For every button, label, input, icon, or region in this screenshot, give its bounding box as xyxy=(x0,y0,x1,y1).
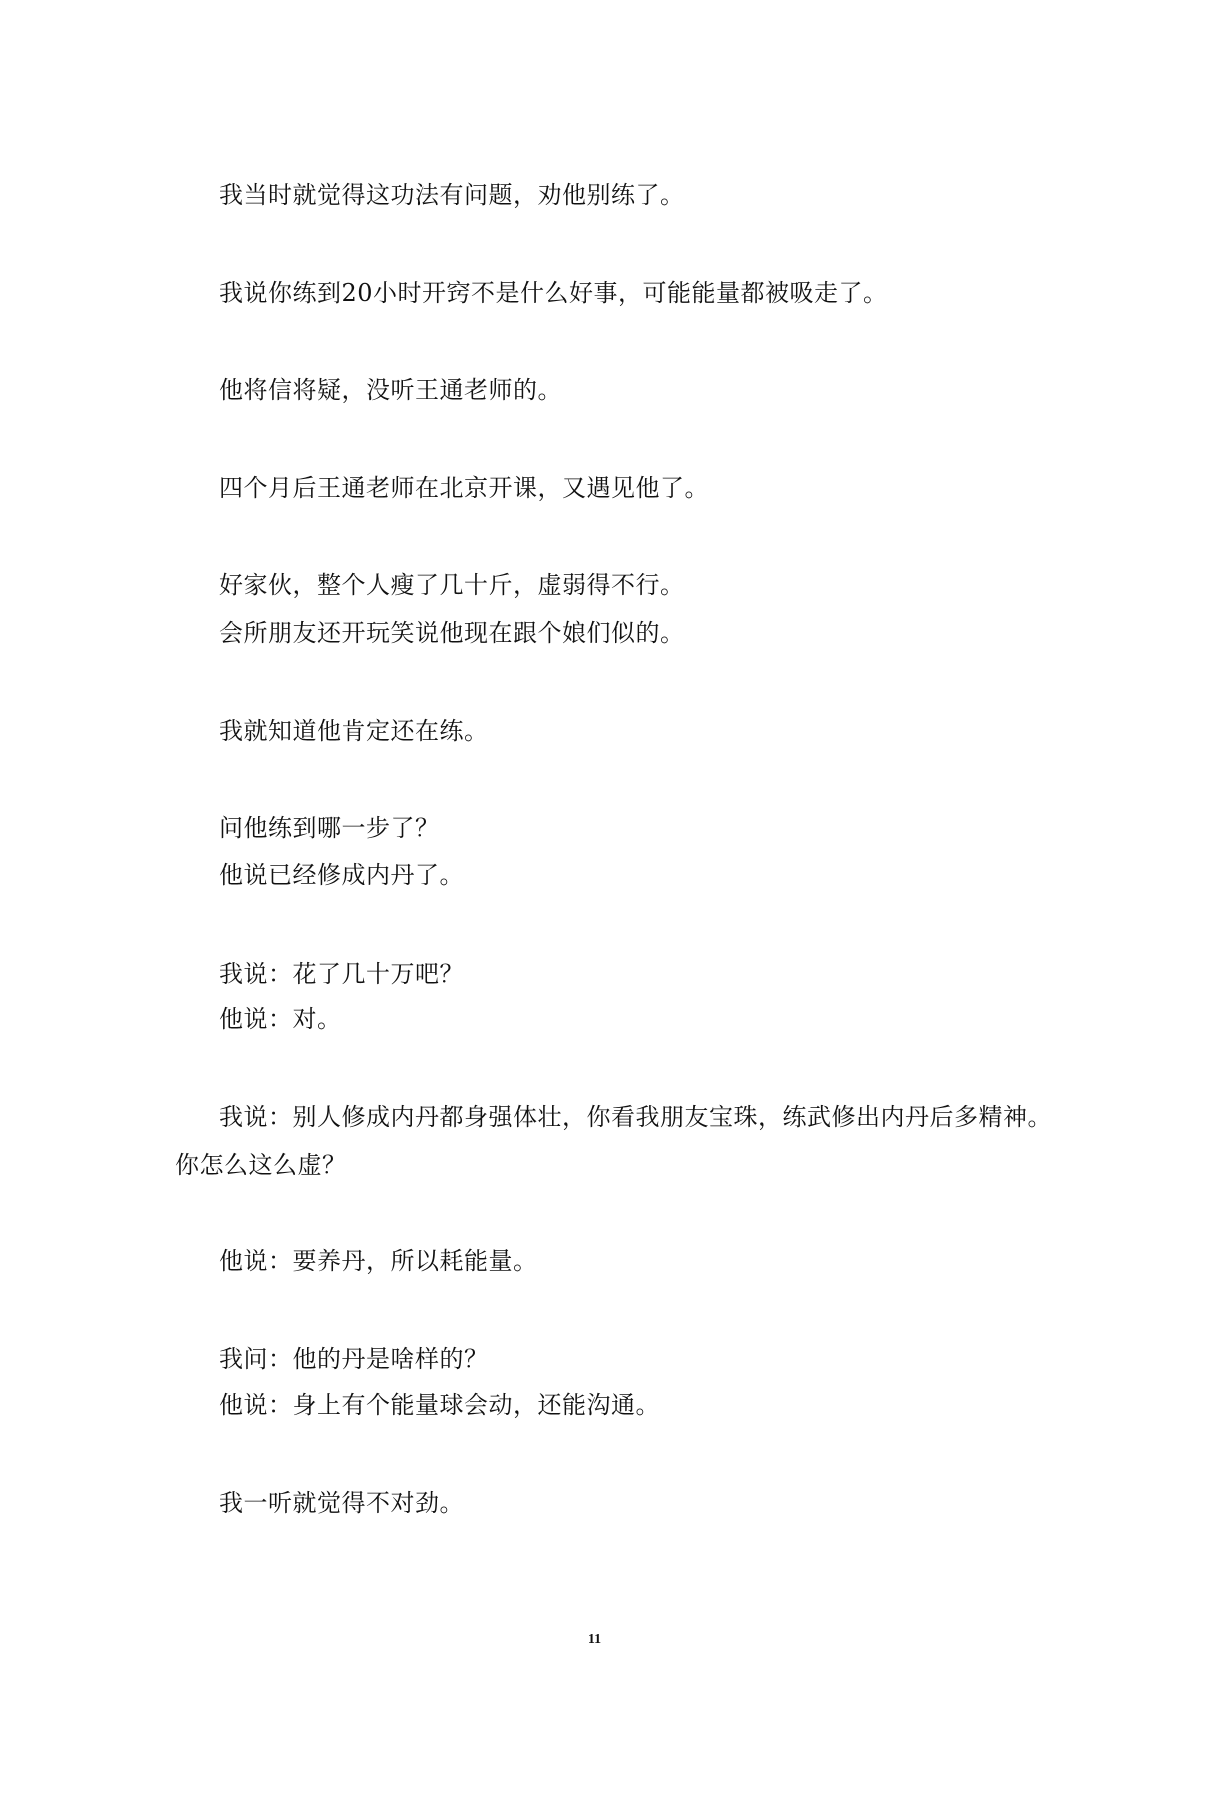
paragraph-line: 你怎么这么虚？ xyxy=(175,1151,347,1179)
paragraph-line: 他说：身上有个能量球会动，还能沟通。 xyxy=(219,1391,660,1419)
paragraph-line: 我说你练到20小时开窍不是什么好事，可能能量都被吸走了。 xyxy=(219,279,888,307)
paragraph-line: 会所朋友还开玩笑说他现在跟个娘们似的。 xyxy=(219,619,685,647)
paragraph-line: 问他练到哪一步了？ xyxy=(219,814,440,842)
paragraph-line: 我当时就觉得这功法有问题，劝他别练了。 xyxy=(219,181,685,209)
paragraph-line: 他说：要养丹，所以耗能量。 xyxy=(219,1247,538,1275)
page-number: 11 xyxy=(587,1632,602,1647)
paragraph-line: 他说已经修成内丹了。 xyxy=(219,861,464,889)
paragraph-line: 四个月后王通老师在北京开课，又遇见他了。 xyxy=(219,474,709,502)
paragraph-line: 他将信将疑，没听王通老师的。 xyxy=(219,376,562,404)
paragraph-line: 他说：对。 xyxy=(219,1005,342,1033)
paragraph-line: 好家伙，整个人瘦了几十斤，虚弱得不行。 xyxy=(219,571,685,599)
paragraph-line: 我说：花了几十万吧？ xyxy=(219,960,464,988)
paragraph-line: 我一听就觉得不对劲。 xyxy=(219,1489,464,1517)
paragraph-line: 我说：别人修成内丹都身强体壮，你看我朋友宝珠，练武修出内丹后多精神。 xyxy=(219,1103,1052,1131)
paragraph-line: 我问：他的丹是啥样的？ xyxy=(219,1345,489,1373)
paragraph-line: 我就知道他肯定还在练。 xyxy=(219,717,489,745)
